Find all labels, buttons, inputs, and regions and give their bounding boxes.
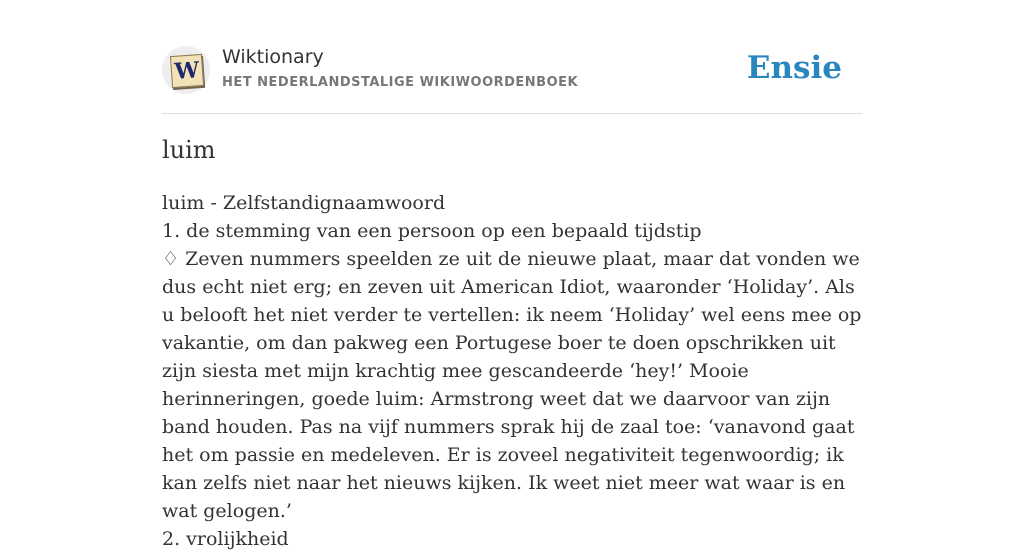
entry-body	[162, 189, 862, 553]
site-title[interactable]: Wiktionary	[222, 46, 324, 68]
definition-1-example: ♢ Zeven nummers speelden ze uit de nieuwe plaat, maar dat vonden we dus echt niet erg; en zeven uit American Idiot, waaronder ‘Holiday’. Als u belooft het niet verder te vertellen: ik neem ‘Holiday’ wel eens mee op vakantie, om dan pakweg een Portugese boer te doen opschrikken uit zijn siesta met mijn krachtig mee gescandeerde ‘hey!’ Mooie herinneringen, goede luim: Armstrong weet dat we daarvoor van zijn band houden. Pas na vijf nummers sprak hij de zaal toe: ‘vanavond gaat het om passie en medeleven. Er is zoveel negativiteit tegenwoordig; ik kan zelfs niet naar het nieuws kijken. Ik weet niet meer wat waar is en wat gelogen.’	[162, 248, 862, 522]
definition-2: 2. vrolijkheid	[162, 528, 289, 550]
logo-tile	[170, 54, 204, 88]
logo-letter: W	[173, 57, 201, 85]
content-container	[162, 0, 862, 550]
site-subtitle: HET NEDERLANDSTALIGE WIKIWOORDENBOEK	[222, 75, 579, 90]
wiktionary-logo-icon[interactable]	[162, 46, 210, 94]
part-of-speech-line: luim - Zelfstandignaamwoord	[162, 192, 446, 214]
definition-1: 1. de stemming van een persoon op een bepaald tijdstip	[162, 220, 702, 242]
site-header	[162, 0, 862, 114]
page-title: luim	[162, 136, 216, 164]
ensie-brand-link[interactable]: Ensie	[746, 50, 842, 86]
